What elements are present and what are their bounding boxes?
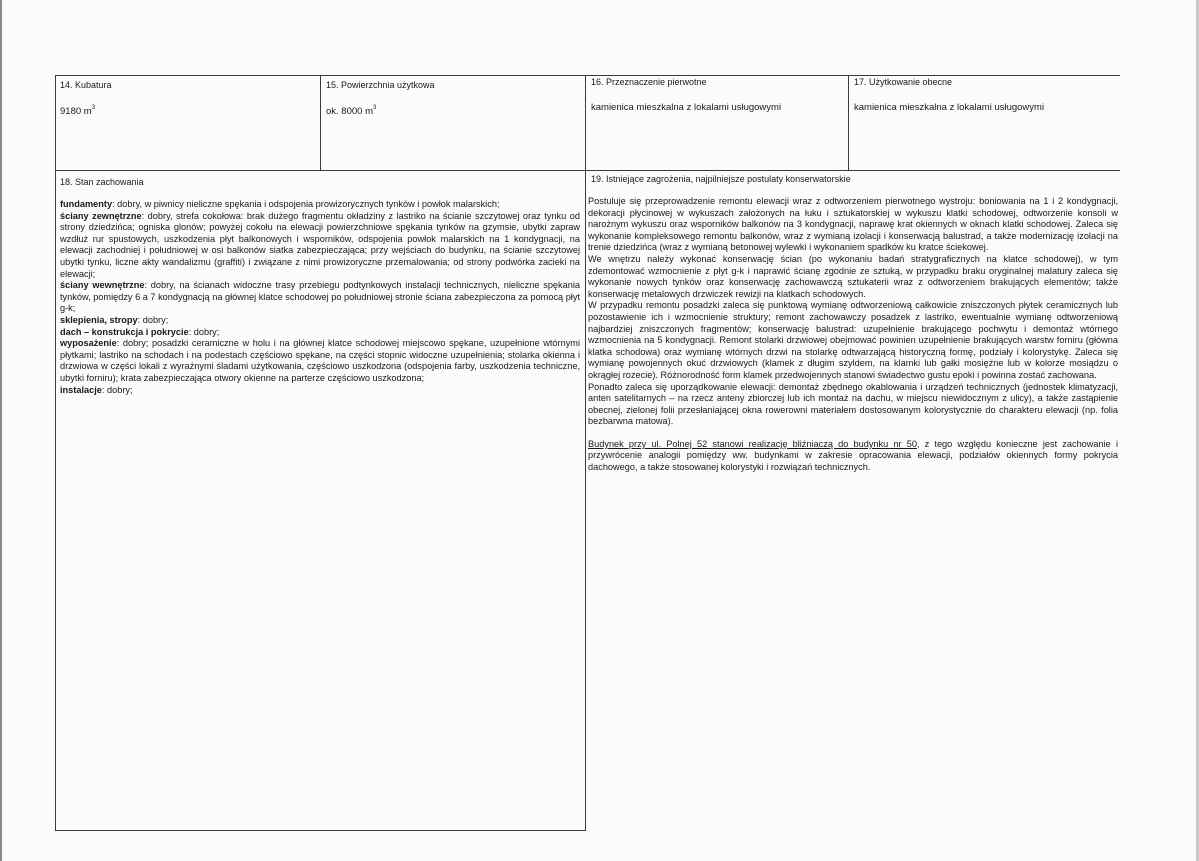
field-16-value: kamienica mieszkalna z lokalami usługowymi [591, 102, 782, 113]
table-top-border [55, 75, 1120, 76]
column-divider-2 [585, 75, 586, 831]
column-divider-1 [320, 75, 321, 171]
row-divider [55, 170, 1120, 171]
condition-item: instalacje: dobry; [60, 384, 133, 395]
field-17-label: 17. Użytkowanie obecne [854, 77, 953, 87]
field-19-content [588, 196, 1118, 474]
paragraph-gap [588, 428, 1118, 439]
condition-item: dach – konstrukcja i pokrycie: dobry; [60, 326, 220, 337]
condition-item: ściany wewnętrzne: dobry, na ścianach widoczne trasy przebiegu podtynkowych instalacji technicznych, nieliczne spękania tynków, pomiędzy 6 a 7 kondygnacją na głównej klatce schodowej po południowej stronie ściana zabezpieczona za pomocą płyt g-k; [60, 280, 581, 314]
table-left-border [55, 75, 56, 831]
recommendation-paragraph: We wnętrzu należy wykonać konserwację ścian (po wykonaniu badań stratygraficznych na klatce schodowej), w tym zdemontować wzmocnienie z płyt g-k i naprawić ścianę zgodnie ze sztuką, w przypadku braku oryginalnej malatury zaleca się wykonanie nowych tynków oraz konserwację zachowawczą sztukaterii wraz z odtworzeniem brakujących elementów; także konserwację metalowych drzwiczek rewizji na klatkach schodowych. [588, 253, 1118, 299]
field-18-label: 18. Stan zachowania [60, 177, 144, 187]
table-bottom-border [55, 830, 585, 831]
recommendation-paragraph: Postuluje się przeprowadzenie remontu elewacji wraz z odtworzeniem pierwotnego wystroju: boniowania na 1 i 2 kondygnacji, dekoracji płycinowej w wykuszach założonych na łuku i sztukatorskiej w wykuszu klatki schodowej, odtworzenie konsoli w narożnym wykuszu oraz wsporników balkonów na 3 kondygnacji, naprawę krat okiennych w oknach klatki schodowej. Zaleca się wykonanie kompleksowego remontu balkonów, wraz z wymianą izolacji i konserwacją balustrad, a także modernizację izolacji na trenie dziedzińca (wraz z wymianą betonowej wylewki i wykonaniem spadków ku kratce ściekowej. [588, 196, 1118, 253]
closing-paragraph: Budynek przy ul. Polnej 52 stanowi realizację bliźniaczą do budynku nr 50, z tego względu konieczne jest zachowanie i przywrócenie analogii pomiędzy ww. budynkami w zakresie opracowania elewacji, podziałów okiennych formy pokrycia dachowego, a także stosowanej kolorystyki i rozwiązań technicznych. [588, 438, 1118, 473]
condition-item: sklepienia, stropy: dobry; [60, 314, 169, 325]
field-14-value: 9180 $m^3$ [60, 105, 96, 118]
recommendation-paragraph: Ponadto zaleca się uporządkowanie elewacji: demontaż zbędnego okablowania i urządzeń technicznych (jednostek klimatyzacji, anten satelitarnych – na rzecz anteny zbiorczej lub ich montaż na dachu, w miejscu niewidocznym z ulicy), a także zastąpienie obecnej, zielonej folii przesłaniającej okna rowerowni materiałem dostosowanym kolorystycznie do charakteru elewacji (np. folia bezbarwna matowa). [588, 381, 1118, 427]
field-15-label: 15. Powierzchnia użytkowa [326, 80, 435, 90]
condition-item: wyposażenie: dobry; posadzki ceramiczne w holu i na głównej klatce schodowej miejscowo spękane, uzupełnione wtórnymi płytkami; lastriko na schodach i na podestach częściowo spękane, na części stopnic widoczne uzupełnienia; stolarka okienna i drzwiowa w części lokali z wyraźnymi śladami użytkowania, częściowo uszkodzona (odspojenia farby, uszkodzenia techniczne, ubytki forniru); krata zabezpieczająca otwory okienne na parterze częściowo uszkodzona; [60, 338, 580, 383]
page-left-edge [0, 0, 2, 861]
field-19-label: 19. Istniejące zagrożenia, najpilniejsze postulaty konserwatorskie [591, 174, 851, 184]
recommendation-paragraph: W przypadku remontu posadzki zaleca się punktową wymianę odtworzeniową całkowicie zniszczonych płytek ceramicznych lub pozostawienie ich i wzmocnienie struktury; remont zachowawczy posadzek z lastriko, ewentualnie wymianę odtworzeniową najbardziej zniszczonych fragmentów; konserwację balustrad: uzupełnienie brakującego pochwytu i demontaż wtórnego wzmocnienia na 5 kondygnacji. Remont stolarki drzwiowej obejmować powinien uzupełnienie brakujących warstw forniru (główna klatka schodowa) oraz wymianę wtórnych drzwi na stolarkę odtwarzającą historyczną formę, podziały i kolorystykę. Zaleca się wymianę powojennych okuć drzwiowych (klamek z długim szyldem, na klamki lub gałki mosiężne lub w kolorze mosiądzu o okrągłej rozecie). Różnorodność form klamek przedwojennych stanowi świadectwo gustu epoki i powinna zostać zachowana. [588, 300, 1118, 380]
condition-item: ściany zewnętrzne: dobry, strefa cokołowa: brak dużego fragmentu okładziny z lastriko na ścianie szczytowej oraz tynku od strony dziedzińca; ogniska glonów; powyżej cokołu na elewacji powierzchniowe spękania tynków na gzymsie, ubytki zapraw wzdłuż rur spustowych, uszkodzenia płyt balkonowych i wsporników, odspojenia powłok malarskich na 1 kondygnacji, na elewacji zachodniej i południowej w osi balkonów siatka zabezpieczająca; przy wejściach do budynku, na ścianie szczytowej ubytki tynku, liczne akty wandalizmu (graffiti) i związane z nimi prowizoryczne przemalowania; od strony podwórka zacieki na elewacji; [60, 210, 580, 279]
column-divider-3 [848, 75, 849, 171]
field-14-label: 14. Kubatura [60, 80, 112, 90]
condition-item: fundamenty: dobry, w piwnicy nieliczne spękania i odspojenia prowizorycznych tynków i powłok malarskich; [60, 199, 500, 209]
field-15-value: ok. 8000 $m^3$ [326, 105, 377, 118]
field-16-label: 16. Przeznaczenie pierwotne [591, 77, 707, 87]
field-18-content [60, 199, 580, 396]
field-17-value: kamienica mieszkalna z lokalami usługowymi [854, 102, 1045, 113]
